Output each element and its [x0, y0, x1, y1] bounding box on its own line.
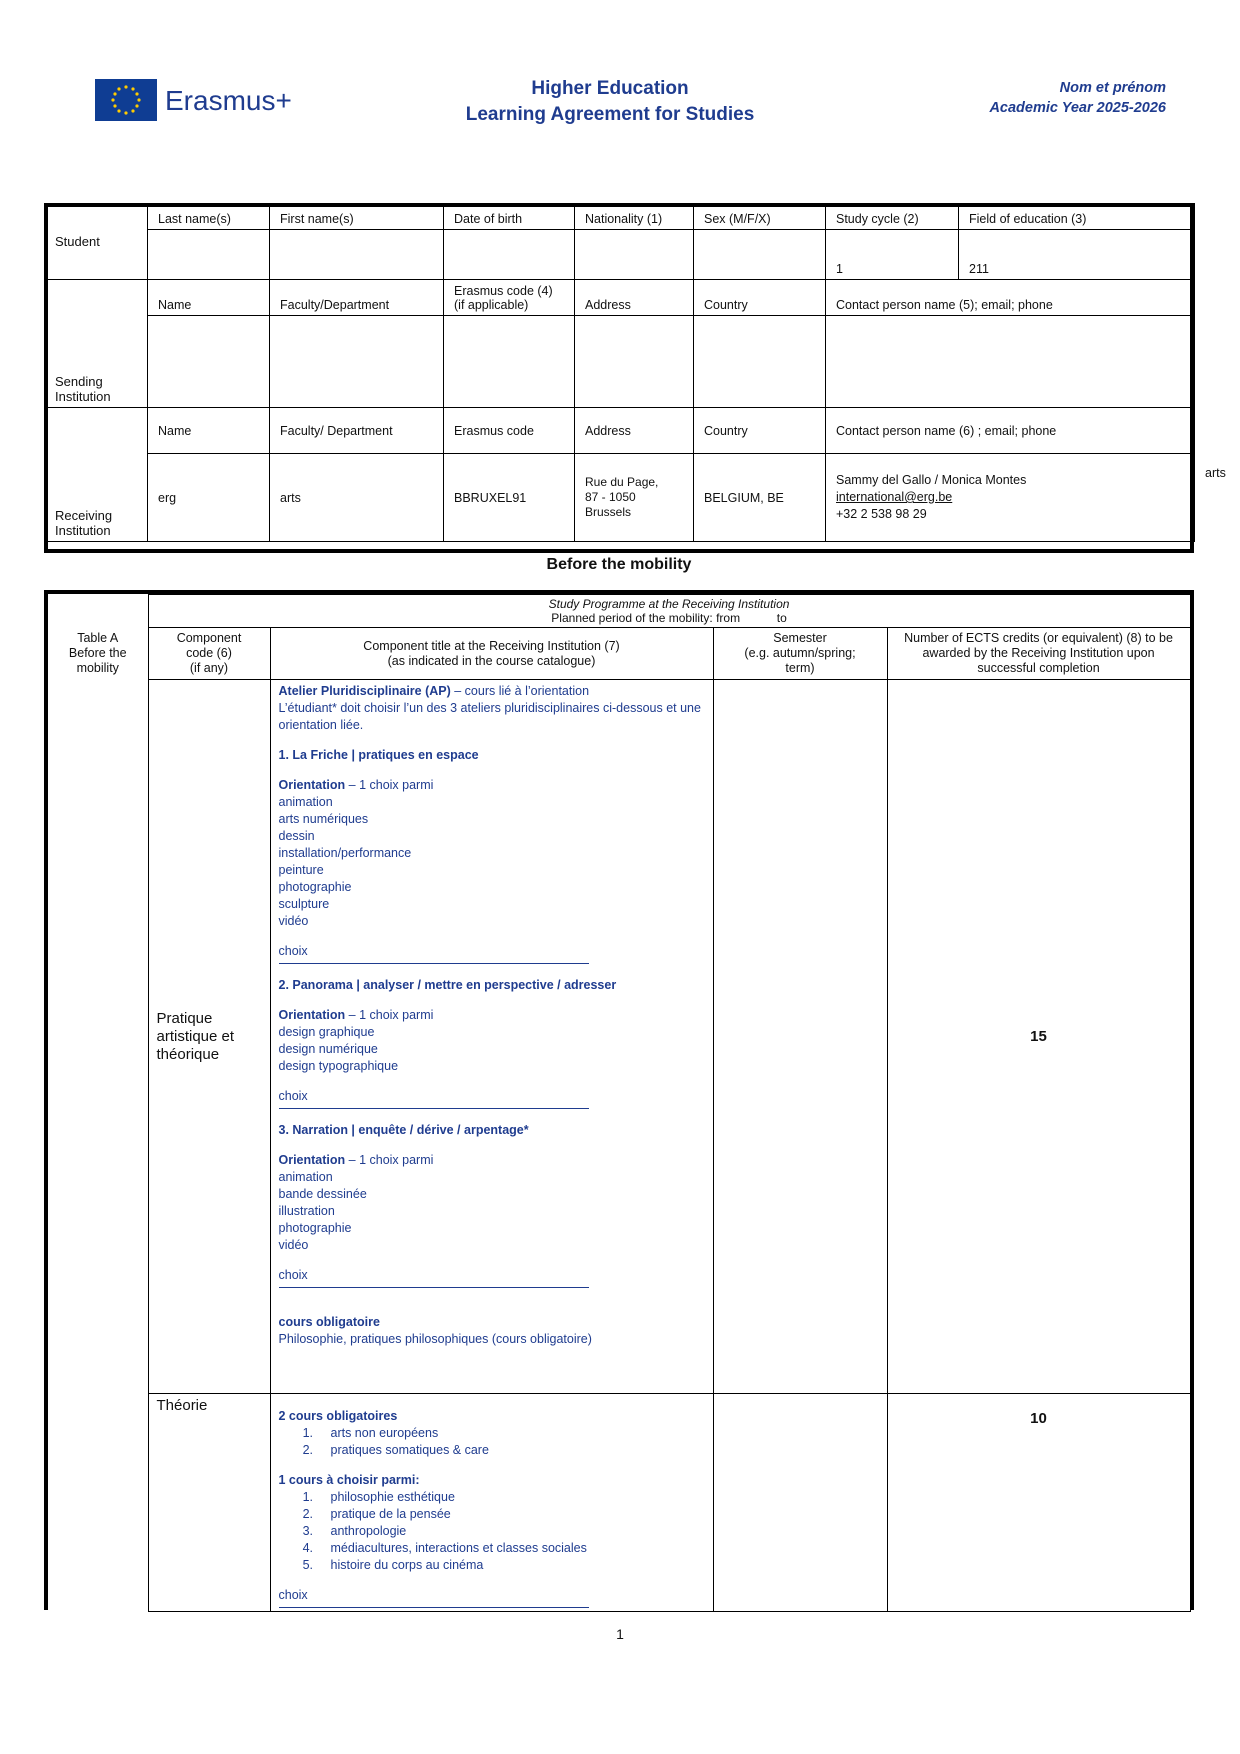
friche-opt: installation/performance — [278, 846, 412, 860]
choix-label: choix — [278, 1268, 308, 1282]
student-header-field: Field of education (3) — [959, 204, 1195, 230]
choix-line[interactable] — [279, 1606, 589, 1608]
student-header-study-cycle: Study cycle (2) — [826, 204, 959, 230]
ap-subtitle: – cours lié à l’orientation — [450, 684, 590, 698]
list-item: 2. pratiques somatiques & care — [317, 1442, 705, 1459]
receiving-name-field[interactable]: erg — [148, 454, 270, 542]
receiving-header-contact: Contact person name (6) ; email; phone — [826, 408, 1195, 454]
receiving-header-erasmus-code: Erasmus code — [444, 408, 575, 454]
student-header-first-name: First name(s) — [270, 204, 444, 230]
row1-component[interactable] — [270, 680, 713, 1394]
choice-list — [279, 1489, 705, 1574]
col-sem-l1: Semester — [773, 631, 827, 645]
header-right — [989, 78, 1166, 118]
sending-header-country: Country — [694, 280, 826, 316]
student-header-nationality: Nationality (1) — [575, 204, 694, 230]
identity-table — [44, 203, 1195, 542]
list-item: 2. pratique de la pensée — [317, 1506, 705, 1523]
programme-title: Study Programme at the Receiving Institution — [548, 597, 790, 611]
title-line1: Higher Education — [531, 78, 689, 99]
row2-semester[interactable] — [713, 1394, 887, 1612]
logo-text: Erasmus+ — [165, 85, 292, 116]
contact-phone: +32 2 538 98 29 — [836, 507, 927, 521]
orientation-choice: – 1 choix parmi — [345, 778, 434, 792]
sending-row-label: Sending Institution — [45, 280, 148, 408]
ap-title: Atelier Pluridisciplinaire (AP) — [278, 684, 451, 698]
orientation-label: Orientation — [278, 1153, 346, 1167]
contact-email-link[interactable]: international@erg.be — [836, 490, 953, 504]
panorama-opt: design graphique — [278, 1025, 375, 1039]
friche-opt: vidéo — [278, 914, 309, 928]
col-title-l1: Component title at the Receiving Institution (7) — [363, 638, 620, 653]
title-line2: Learning Agreement for Studies — [465, 104, 755, 125]
receiving-country-field[interactable]: BELGIUM, BE — [694, 454, 826, 542]
student-sex-field[interactable] — [694, 230, 826, 280]
choix-label: choix — [278, 1588, 308, 1602]
student-field-of-education[interactable]: 211 — [959, 230, 1195, 280]
row1-ects[interactable]: 15 — [887, 680, 1190, 1394]
mandatory-list — [279, 1425, 705, 1459]
sending-header-address: Address — [575, 280, 694, 316]
sending-contact-field[interactable] — [826, 316, 1195, 408]
academic-year: Academic Year 2025-2026 — [989, 100, 1166, 116]
student-header-sex: Sex (M/F/X) — [694, 204, 826, 230]
panorama-opt: design typographique — [278, 1059, 399, 1073]
list-item: 4. médiacultures, interactions et classes sociales — [317, 1540, 705, 1557]
programme-header — [148, 595, 1190, 628]
row2-code: Théorie — [148, 1394, 270, 1612]
table-a — [48, 594, 1191, 1612]
sending-header-faculty: Faculty/Department — [270, 280, 444, 316]
student-last-name-field[interactable] — [148, 230, 270, 280]
sending-country-field[interactable] — [694, 316, 826, 408]
sending-name-field[interactable] — [148, 316, 270, 408]
friche-heading: 1. La Friche | pratiques en espace — [278, 748, 479, 762]
student-header-last-name: Last name(s) — [148, 204, 270, 230]
student-nationality-field[interactable] — [575, 230, 694, 280]
col-header-title — [270, 628, 713, 680]
side-note: arts — [1205, 466, 1226, 480]
address-line2: 87 - 1050 — [585, 490, 636, 504]
choix-label: choix — [278, 1089, 308, 1103]
col-sem-l3: term) — [785, 661, 815, 675]
sending-header-contact: Contact person name (5); email; phone — [826, 280, 1195, 316]
document-title — [400, 76, 820, 128]
one-choice-label: 1 cours à choisir parmi: — [278, 1473, 420, 1487]
contact-name: Sammy del Gallo / Monica Montes — [836, 473, 1027, 487]
receiving-header-faculty: Faculty/ Department — [270, 408, 444, 454]
friche-opt: animation — [278, 795, 333, 809]
list-item: 1. arts non européens — [317, 1425, 705, 1442]
student-header-dob: Date of birth — [444, 204, 575, 230]
orientation-choice: – 1 choix parmi — [345, 1008, 434, 1022]
receiving-row-label: Receiving Institution — [45, 408, 148, 542]
friche-opt: arts numériques — [278, 812, 369, 826]
col-code-l3: (if any) — [189, 661, 229, 675]
friche-opt: peinture — [278, 863, 324, 877]
choix-label: choix — [278, 944, 308, 958]
receiving-faculty-field[interactable]: arts — [270, 454, 444, 542]
narration-opt: photographie — [278, 1221, 352, 1235]
row1-semester[interactable] — [713, 680, 887, 1394]
list-item: 5. histoire du corps au cinéma — [317, 1557, 705, 1574]
student-first-name-field[interactable] — [270, 230, 444, 280]
table-a-label-l1: Table A — [77, 630, 119, 645]
receiving-contact-field[interactable] — [826, 454, 1195, 542]
narration-heading: 3. Narration | enquête / dérive / arpentage* — [278, 1123, 529, 1137]
col-sem-l2: (e.g. autumn/spring; — [744, 646, 856, 660]
col-code-l2: code (6) — [186, 646, 232, 660]
sending-header-erasmus-code: Erasmus code (4) (if applicable) — [444, 280, 575, 316]
sending-header-name: Name — [148, 280, 270, 316]
two-mandatory-label: 2 cours obligatoires — [278, 1409, 398, 1423]
sending-erasmus-code-field[interactable] — [444, 316, 575, 408]
planned-period: Planned period of the mobility: from to — [551, 611, 787, 625]
panorama-heading: 2. Panorama | analyser / mettre en perspective / adresser — [278, 978, 617, 992]
orientation-label: Orientation — [278, 778, 346, 792]
mandatory-label: cours obligatoire — [278, 1315, 380, 1329]
receiving-header-country: Country — [694, 408, 826, 454]
col-title-l2: (as indicated in the course catalogue) — [387, 653, 596, 668]
friche-opt: photographie — [278, 880, 352, 894]
list-item: 3. anthropologie — [317, 1523, 705, 1540]
table-a-label — [48, 628, 148, 680]
row2-component[interactable] — [270, 1394, 713, 1612]
receiving-erasmus-code-field[interactable]: BBRUXEL91 — [444, 454, 575, 542]
orientation-choice: – 1 choix parmi — [345, 1153, 434, 1167]
orientation-label: Orientation — [278, 1008, 346, 1022]
page-number: 1 — [616, 1626, 624, 1642]
narration-opt: illustration — [278, 1204, 335, 1218]
table-a-label-l2: Before the — [68, 645, 127, 660]
table-a-label-l3: mobility — [76, 660, 119, 675]
ap-description: L’étudiant* doit choisir l’un des 3 ateliers pluridisciplinaires ci-dessous et une orientation liée. — [278, 701, 701, 732]
receiving-address-field[interactable] — [575, 454, 694, 542]
col-header-ects: Number of ECTS credits (or equivalent) (8) to be awarded by the Receiving Institution upon successful completion — [887, 628, 1190, 680]
sending-faculty-field[interactable] — [270, 316, 444, 408]
narration-opt: animation — [278, 1170, 333, 1184]
narration-opt: bande dessinée — [278, 1187, 367, 1201]
col-header-semester — [713, 628, 887, 680]
student-study-cycle-field[interactable]: 1 — [826, 230, 959, 280]
row1-code: Pratique artistique et théorique — [148, 680, 270, 1394]
col-header-code — [148, 628, 270, 680]
student-row-label: Student — [45, 204, 148, 280]
receiving-header-name: Name — [148, 408, 270, 454]
narration-opt: vidéo — [278, 1238, 309, 1252]
eu-flag-icon — [95, 79, 157, 121]
friche-opt: sculpture — [278, 897, 330, 911]
row2-ects[interactable]: 10 — [887, 1394, 1190, 1612]
sending-address-field[interactable] — [575, 316, 694, 408]
col-code-l1: Component — [176, 631, 242, 645]
list-item: 1. philosophie esthétique — [317, 1489, 705, 1506]
mandatory-course: Philosophie, pratiques philosophiques (cours obligatoire) — [278, 1332, 592, 1346]
address-line1: Rue du Page, — [585, 475, 659, 489]
name-placeholder: Nom et prénom — [1059, 80, 1166, 96]
receiving-header-address: Address — [575, 408, 694, 454]
before-mobility-heading: Before the mobility — [546, 556, 692, 573]
address-line3: Brussels — [585, 505, 632, 519]
friche-opt: dessin — [278, 829, 315, 843]
student-dob-field[interactable] — [444, 230, 575, 280]
panorama-opt: design numérique — [278, 1042, 378, 1056]
